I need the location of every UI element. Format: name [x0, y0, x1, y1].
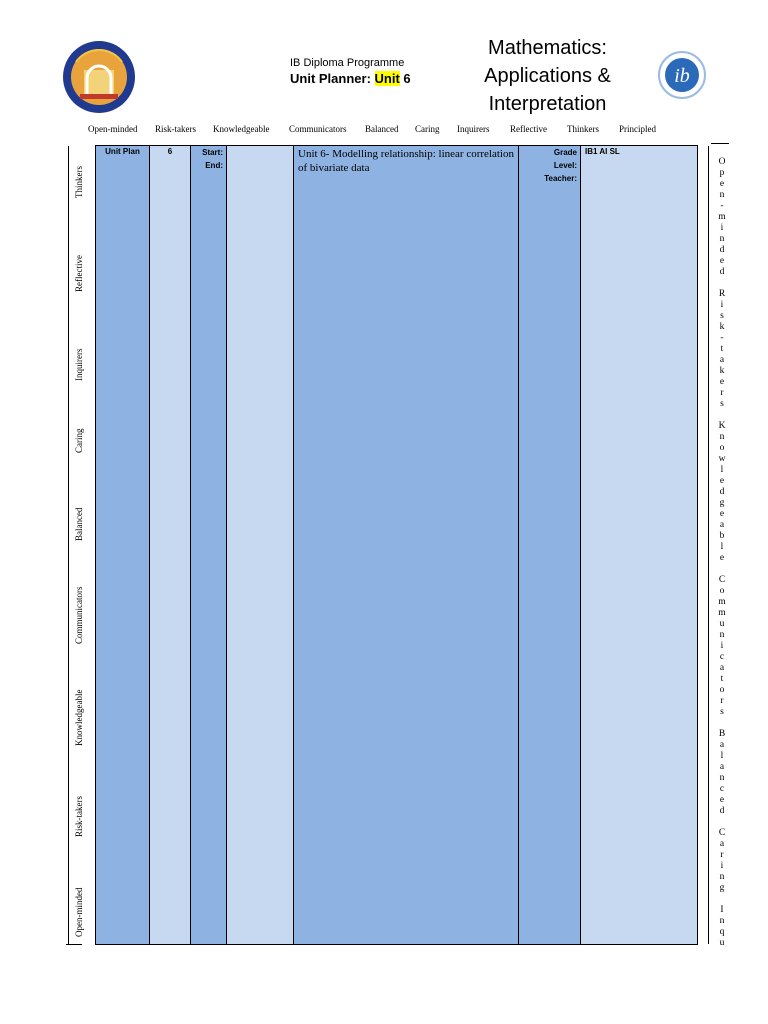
svg-text:ib: ib — [674, 65, 690, 87]
end-label: End: — [205, 161, 223, 170]
right-learner-profile-column: O p e n - m i n d e d R i s k - t a k e r s K n o w l e d g e a b l e C o m m u n i c a t o r s B a l a n c e d C a r i n g I n q u — [718, 157, 726, 948]
dates-label-column — [191, 146, 227, 944]
left-bottom-rule — [66, 944, 82, 945]
unit-number: 6 — [167, 147, 173, 156]
unit-plan-label: Unit Plan — [105, 147, 140, 156]
unit-plan-table — [95, 145, 698, 945]
left-label-inquirers: Inquirers — [74, 348, 84, 382]
school-crest-icon — [62, 40, 136, 114]
left-label-caring: Caring — [74, 428, 84, 454]
unit-plan-column — [96, 146, 150, 944]
subject-title: Mathematics: Applications & Interpretation — [484, 37, 611, 115]
grade-label-column — [519, 146, 581, 944]
right-top-rule — [711, 143, 729, 144]
unit-title: Unit 6- Modelling relationship: linear correlation of bivariate data — [298, 148, 514, 174]
programme-label: IB Diploma Programme — [290, 57, 405, 69]
left-label-communicators: Communicators — [74, 586, 84, 644]
left-label-thinkers: Thinkers — [74, 166, 84, 198]
left-label-knowledgeable: Knowledgeable — [74, 689, 84, 747]
profile-risk-takers: Risk-takers — [155, 124, 196, 134]
unit-planner-label: Unit Planner: Unit 6 — [290, 71, 411, 86]
ib-logo-icon — [657, 50, 707, 100]
profile-reflective: Reflective — [510, 124, 547, 134]
unit-title-column — [294, 146, 519, 944]
start-label: Start: — [202, 148, 223, 157]
profile-principled: Principled — [619, 124, 656, 134]
profile-knowledgeable: Knowledgeable — [213, 124, 270, 134]
level-label: Level: — [553, 161, 577, 170]
unit-number-column — [150, 146, 191, 944]
left-label-balanced: Balanced — [74, 507, 84, 541]
learner-profile-row — [88, 124, 656, 134]
right-rule — [708, 146, 709, 944]
profile-thinkers: Thinkers — [567, 124, 599, 134]
profile-communicators: Communicators — [289, 124, 347, 134]
left-label-risk-takers: Risk-takers — [74, 796, 84, 838]
profile-inquirers: Inquirers — [457, 124, 490, 134]
unit-highlight: Unit — [374, 71, 400, 86]
grade-value: IB1 AI SL — [585, 147, 620, 156]
grade-value-column — [581, 146, 697, 944]
profile-caring: Caring — [415, 124, 440, 134]
left-rule — [68, 146, 69, 944]
profile-balanced: Balanced — [365, 124, 399, 134]
dates-value-column — [227, 146, 294, 944]
profile-open-minded: Open-minded — [88, 124, 138, 134]
grade-label: Grade — [553, 148, 577, 157]
left-label-reflective: Reflective — [74, 255, 84, 293]
teacher-label: Teacher: — [544, 174, 577, 183]
left-label-open-minded: Open-minded — [74, 887, 84, 937]
